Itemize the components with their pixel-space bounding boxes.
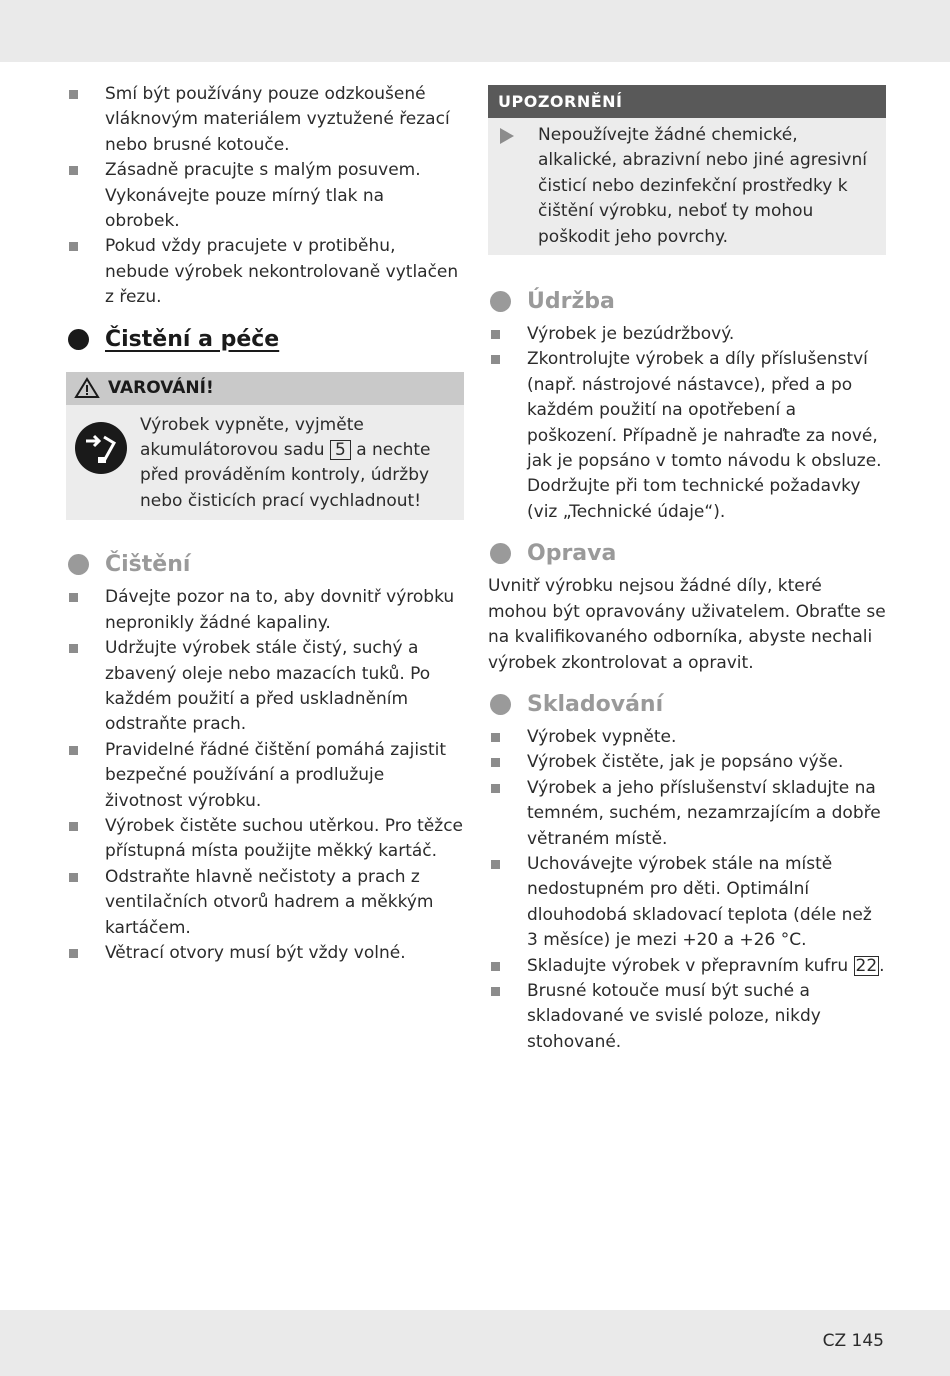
list-item: Zkontrolujte výrobek a díly příslušenství (např. nástrojové nástavce), před a po každém použití na opotřebení a poškození. Případně je nahraďte za nové, jak je popsáno v tomto návodu k obsluze. Dodržujte při tom technické požadavky (viz „Technické údaje“).: [488, 347, 886, 525]
section-heading-storage: Skladování: [488, 692, 886, 717]
bullet-square-icon: [69, 166, 78, 175]
storage-bullet-list: [488, 725, 886, 1055]
bullet-square-icon: [69, 242, 78, 251]
list-item: Výrobek čistěte, jak je popsáno výše.: [488, 750, 886, 775]
warning-triangle-icon: [74, 377, 100, 399]
list-item: Zásadně pracujte s malým posuvem. Vykonávejte pouze mírný tlak na obrobek.: [66, 158, 464, 234]
right-column: [488, 85, 886, 1055]
bullet-dot-icon: [490, 694, 511, 715]
bullet-square-icon: [491, 758, 500, 767]
list-item: Brusné kotouče musí být suché a skladované ve svislé poloze, nikdy stohované.: [488, 979, 886, 1055]
warning-header: VAROVÁNÍ!: [66, 372, 464, 405]
bullet-dot-icon: [68, 554, 89, 575]
bullet-square-icon: [491, 733, 500, 742]
list-item: Skladujte výrobek v přepravním kufru 22 .: [488, 954, 886, 979]
cleaning-bullet-list: [66, 585, 464, 966]
warning-body: [66, 405, 464, 521]
note-body: Nepoužívejte žádné chemické, alkalické, abrazivní nebo jiné agresivní čisticí nebo dezinfekční prostředky k čištění výrobku, neboť ty mohou poškodit jeho povrchy.: [488, 118, 886, 255]
list-item: Uchovávejte výrobek stále na místě nedostupném pro děti. Optimální dlouhodobá skladovací teplota (déle než 3 měsíce) je mezi +20 a +26 °C.: [488, 852, 886, 954]
bullet-square-icon: [491, 355, 500, 364]
bullet-dot-icon: [68, 329, 89, 350]
warning-text: Výrobek vypněte, vyjměte akumulátorovou sadu 5 a nechte před prováděním kontroly, údržby nebo čisticích prací vychladnout!: [140, 414, 431, 511]
footer-band: [0, 1310, 950, 1376]
list-item: Výrobek a jeho příslušenství skladujte na temném, suchém, nezamrzajícím a dobře větraném místě.: [488, 776, 886, 852]
list-item: Pokud vždy pracujete v protiběhu, nebude výrobek nekontrolovaně vytlačen z řezu.: [66, 234, 464, 310]
bullet-square-icon: [491, 784, 500, 793]
arrow-right-icon: [500, 128, 514, 144]
intro-bullet-list: [66, 82, 464, 311]
warning-box: [66, 372, 464, 521]
bullet-square-icon: [491, 330, 500, 339]
part-reference-number: 5: [330, 440, 351, 460]
section-heading-care: Čistění a péče: [66, 327, 464, 352]
bullet-square-icon: [69, 90, 78, 99]
bullet-square-icon: [491, 962, 500, 971]
page-number: CZ 145: [822, 1331, 884, 1351]
list-item: Odstraňte hlavně nečistoty a prach z ventilačních otvorů hadrem a měkkým kartáčem.: [66, 865, 464, 941]
bullet-square-icon: [491, 987, 500, 996]
bullet-square-icon: [491, 860, 500, 869]
list-item: Pravidelné řádné čištění pomáhá zajistit bezpečné používání a prodlužuje životnost výrobku.: [66, 738, 464, 814]
bullet-square-icon: [69, 822, 78, 831]
note-header: UPOZORNĚNÍ: [488, 85, 886, 118]
list-item: Dávejte pozor na to, aby dovnitř výrobku nepronikly žádné kapaliny.: [66, 585, 464, 636]
section-heading-cleaning: Čištění: [66, 552, 464, 577]
section-heading-maintenance: Údržba: [488, 289, 886, 314]
bullet-square-icon: [69, 873, 78, 882]
note-box: [488, 85, 886, 255]
bullet-square-icon: [69, 644, 78, 653]
section-heading-repair: Oprava: [488, 541, 886, 566]
battery-removal-icon: [74, 421, 128, 475]
list-item: Udržujte výrobek stále čistý, suchý a zbavený oleje nebo mazacích tuků. Po každém použití a před uskladněním odstraňte prach.: [66, 636, 464, 738]
bullet-square-icon: [69, 949, 78, 958]
part-reference-number: 22: [855, 955, 878, 976]
left-column: [66, 82, 464, 966]
bullet-square-icon: [69, 746, 78, 755]
maintenance-bullet-list: [488, 322, 886, 525]
header-band: [0, 0, 950, 62]
list-item: Smí být používány pouze odzkoušené vláknovým materiálem vyztužené řezací nebo brusné kotouče.: [66, 82, 464, 158]
repair-paragraph: Uvnitř výrobku nejsou žádné díly, které mohou být opravovány uživatelem. Obraťte se na kvalifikovaného odborníka, abyste nechali výrobek zkontrolovat a opravit.: [488, 576, 886, 673]
bullet-dot-icon: [490, 543, 511, 564]
list-item: Výrobek čistěte suchou utěrkou. Pro těžce přístupná místa použijte měkký kartáč.: [66, 814, 464, 865]
list-item: Výrobek vypněte.: [488, 725, 886, 750]
list-item: Výrobek je bezúdržbový.: [488, 322, 886, 347]
bullet-dot-icon: [490, 291, 511, 312]
list-item: Větrací otvory musí být vždy volné.: [66, 941, 464, 966]
bullet-square-icon: [69, 593, 78, 602]
